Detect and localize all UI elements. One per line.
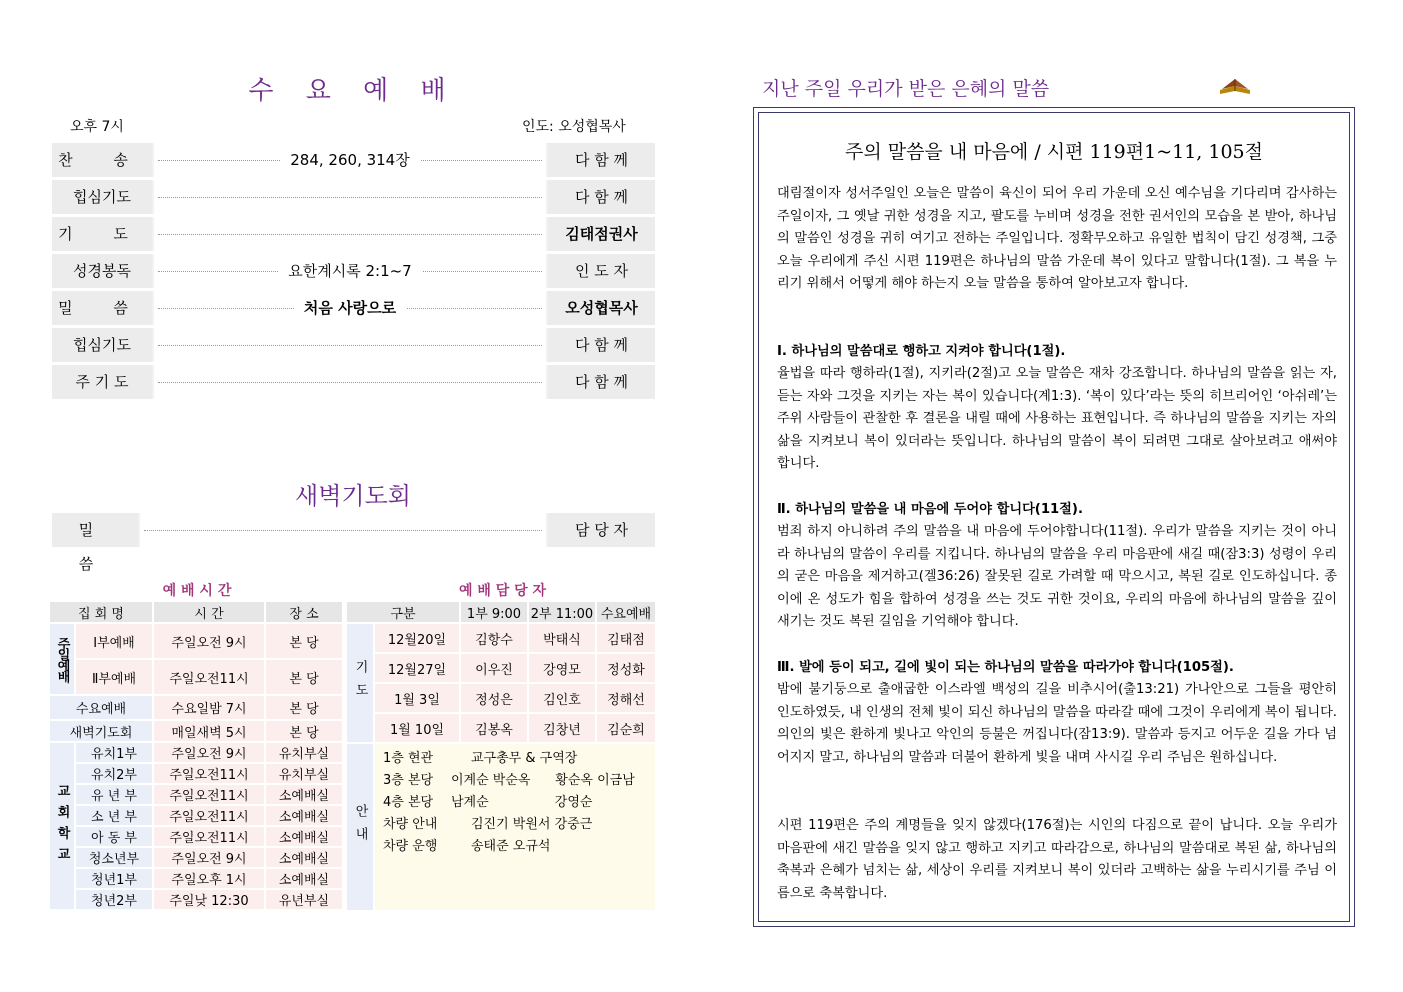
sermon-title: 주의 말씀을 내 마음에 / 시편 119편1~11, 105절 xyxy=(844,141,1264,163)
schedule-name: 청소년부 xyxy=(76,848,152,867)
section-3-body: 밤에 불기둥으로 출애굽한 이스라엘 백성의 길을 비추시어(출13:21) 가나안으로 그들을 평안히 인도하였듯, 내 인생의 전체 빛이 되신 하나님의 말씀을 따라갈 때에 그것이 우리에게 복이 됩니다. 의인의 빛은 환하게 빛나고 악인의 등불은 꺼집니다(잠13:9). 말씀과 등지고 어두운 길을 가다 넘어지지 말고, 하나님의 말씀과 더불어 환하게 빛을 내며 사시길 우리 주님은 원하십니다. xyxy=(777,682,1337,765)
duty-header-first: 1부 9:00 xyxy=(461,602,527,622)
schedule-title: 예 배 시 간 xyxy=(162,583,232,599)
order-label: 찬 송 xyxy=(52,143,152,177)
order-row-prayer-together-2 xyxy=(52,328,655,362)
duty-first: 김봉옥 xyxy=(461,714,527,742)
guide-names: 김진기 박원서 강중근 xyxy=(471,817,593,832)
duty-wed: 김태점 xyxy=(597,624,655,652)
duty-header-wed: 수요예배 xyxy=(597,602,655,622)
duty-first: 김항수 xyxy=(461,624,527,652)
order-row-sermon xyxy=(52,291,655,325)
service-leader: 인도: 오성협목사 xyxy=(522,119,626,135)
schedule-name: 유 년 부 xyxy=(76,785,152,804)
dawn-label: 밀 씀 xyxy=(52,513,138,547)
schedule-place: 본 당 xyxy=(266,721,342,741)
sermon-intro: 대림절이자 성서주일인 오늘은 말씀이 육신이 되어 우리 가운데 오신 예수님을 기다리며 감사하는 주일이자, 그 옛날 귀한 성경을 지고, 팔도를 누비며 성경을 전한 권서인의 모습을 본 받아, 하나님의 말씀인 성경을 귀히 여기고 전하는 주일입니다. 정확무오하고 유일한 법칙이 담긴 성경책, 그중 오늘 우리에게 주신 시편 119편은 하나님의 말씀 가운데 복이 있다고 말합니다(1절). 그 복을 누리기 위해서 어떻게 해야 하는지 오늘 말씀을 통하여 알아보고자 합니다. xyxy=(777,186,1337,292)
order-right: 오성협목사 xyxy=(548,291,655,325)
schedule-time: 주일오전 9시 xyxy=(154,848,264,867)
order-middle xyxy=(154,254,546,288)
schedule-time: 매일새벽 5시 xyxy=(154,721,264,741)
schedule-place: 유년부실 xyxy=(266,890,342,909)
duty-second: 김창년 xyxy=(529,714,595,742)
order-row-lords-prayer xyxy=(52,365,655,399)
guide-row xyxy=(383,792,655,814)
guide-names: 교구총무 & 구역장 xyxy=(471,751,578,766)
schedule-header-place: 장 소 xyxy=(266,602,342,622)
schedule-time: 주일오전11시 xyxy=(154,806,264,825)
schedule-place: 소예배실 xyxy=(266,869,342,888)
schedule-time: 주일낮 12:30 xyxy=(154,890,264,909)
school-group-label: 교회학교 xyxy=(50,743,74,909)
duty-table xyxy=(345,600,657,912)
duty-wed: 정해선 xyxy=(597,684,655,712)
guide-label: 차량 안내 xyxy=(383,817,438,832)
guide-row xyxy=(383,814,655,836)
order-label: 성경봉독 xyxy=(52,254,152,288)
schedule-place: 유치부실 xyxy=(266,764,342,783)
order-label: 힙심기도 xyxy=(52,328,152,362)
order-right: 다 함 께 xyxy=(548,143,655,177)
schedule-place: 소예배실 xyxy=(266,806,342,825)
order-right: 다 함 께 xyxy=(548,180,655,214)
section-1-body: 율법을 따라 행하라(1절), 지키라(2절)고 오늘 말씀은 재차 강조합니다. 하나님의 말씀을 읽는 자, 듣는 자와 그것을 지키는 자는 복이 있습니다(계1:3). ‘복이 있다’라는 뜻의 히브리어인 ‘아쉬레’는 주위 사람들이 관찰한 후 결론을 내릴 때에 사용하는 표현입니다. 즉 하나님의 말씀을 지키는 자의 삶을 지켜보니 복이 있더라는 뜻입니다. 하나님의 말씀이 복이 되려면 그대로 살아보려고 애써야 합니다. xyxy=(777,366,1337,472)
order-row-scripture xyxy=(52,254,655,288)
schedule-name: 청년2부 xyxy=(76,890,152,909)
order-row-prayer xyxy=(52,217,655,251)
schedule-time: 주일오전11시 xyxy=(154,764,264,783)
schedule-place: 본 당 xyxy=(266,624,342,658)
order-middle xyxy=(154,365,546,399)
guide-names: 이계순 박순옥 황순옥 이금남 xyxy=(451,773,635,788)
duty-wed: 정성화 xyxy=(597,654,655,682)
order-right: 김태점권사 xyxy=(548,217,655,251)
order-label: 주 기 도 xyxy=(52,365,152,399)
schedule-time: 주일오후 1시 xyxy=(154,869,264,888)
schedule-name: 수요예배 xyxy=(50,696,152,719)
schedule-place: 소예배실 xyxy=(266,848,342,867)
guide-label: 4층 본당 xyxy=(383,795,434,810)
duty-second: 김인호 xyxy=(529,684,595,712)
guide-cell xyxy=(375,744,655,910)
guide-label: 차량 운행 xyxy=(383,839,438,854)
duty-header-category: 구분 xyxy=(347,602,459,622)
duty-second: 강영모 xyxy=(529,654,595,682)
dawn-prayer-row xyxy=(52,513,655,573)
schedule-time: 주일오전11시 xyxy=(154,660,264,694)
order-row-prayer-together xyxy=(52,180,655,214)
guide-label: 1층 현관 xyxy=(383,751,434,766)
wednesday-service-title: 수 요 예 배 xyxy=(248,76,458,106)
duty-title: 예 배 담 당 자 xyxy=(458,583,547,599)
duty-date: 1월 3일 xyxy=(375,684,459,712)
schedule-name: Ⅰ부예배 xyxy=(76,624,152,658)
sermon-box xyxy=(753,107,1355,927)
dawn-middle xyxy=(140,513,546,547)
dawn-right: 담 당 자 xyxy=(548,513,655,547)
duty-second: 박태식 xyxy=(529,624,595,652)
section-2-heading: Ⅱ. 하나님의 말씀을 내 마음에 두어야 합니다(11절). xyxy=(777,502,1083,517)
schedule-place: 소예배실 xyxy=(266,785,342,804)
order-label: 기 도 xyxy=(52,217,152,251)
order-right: 다 함 께 xyxy=(548,365,655,399)
guide-names: 송태준 오규석 xyxy=(471,839,551,854)
duty-header-second: 2부 11:00 xyxy=(529,602,595,622)
section-3-heading: Ⅲ. 발에 등이 되고, 길에 빛이 되는 하나님의 말씀을 따라가야 합니다(105절). xyxy=(777,660,1234,675)
service-time: 오후 7시 xyxy=(70,119,124,135)
dawn-prayer-title: 새벽기도회 xyxy=(295,482,411,510)
schedule-time: 주일오전11시 xyxy=(154,785,264,804)
order-middle xyxy=(154,143,546,177)
order-label: 밀 씀 xyxy=(52,291,152,325)
section-1-heading: Ⅰ. 하나님의 말씀대로 행하고 지켜야 합니다(1절). xyxy=(777,344,1066,359)
section-2-body: 범죄 하지 아니하려 주의 말씀을 내 마음에 두어야합니다(11절). 우리가 말씀을 지키는 것이 아니라 하나님의 말씀이 우리를 지킵니다. 하나님의 말씀을 우리 마음판에 새길 때(잠3:3) 성령이 우리의 굳은 마음을 제거하고(겔36:26) 잘못된 길로 가려할 때 막으시고, 복된 길로 인도하십니다. 종이에 온 성도가 힘을 합하여 성경을 쓰는 것도 귀한 것이요, 우리의 마음에 하나님의 말씀을 깊이 새기는 것도 복된 길임을 기억해야 합니다. xyxy=(777,524,1337,630)
sunday-group-label: 주일예배 xyxy=(50,624,74,694)
schedule-place: 본 당 xyxy=(266,660,342,694)
order-right: 인 도 자 xyxy=(548,254,655,288)
order-middle xyxy=(154,291,546,325)
order-right: 다 함 께 xyxy=(548,328,655,362)
order-content: 284, 260, 314장 xyxy=(280,151,419,169)
schedule-time: 주일오전 9시 xyxy=(154,743,264,762)
schedule-name: 소 년 부 xyxy=(76,806,152,825)
order-label: 힙심기도 xyxy=(52,180,152,214)
schedule-name: 유치1부 xyxy=(76,743,152,762)
sermon-closing: 시편 119편은 주의 계명들을 잊지 않겠다(176절)는 시인의 다짐으로 끝이 납니다. 오늘 우리가 마음판에 새긴 말씀을 잊지 않고 행하고 지키고 따라감으로, 하나님의 말씀대로 복된 삶, 하나님의 축복과 은혜가 넘치는 삶, 세상이 우리를 지켜보니 복이 있더라 고백하는 삶을 누리시기를 주님 이름으로 축복합니다. xyxy=(777,818,1337,901)
schedule-time: 주일오전 9시 xyxy=(154,624,264,658)
schedule-header-time: 시 간 xyxy=(154,602,264,622)
order-middle xyxy=(154,180,546,214)
guide-row xyxy=(383,836,655,858)
schedule-name: 청년1부 xyxy=(76,869,152,888)
prayer-group-label: 기도 xyxy=(347,624,373,742)
duty-date: 12월27일 xyxy=(375,654,459,682)
duty-first: 정성은 xyxy=(461,684,527,712)
schedule-place: 소예배실 xyxy=(266,827,342,846)
guide-group-label: 안내 xyxy=(347,744,373,910)
schedule-header-name: 집 회 명 xyxy=(50,602,152,622)
order-middle xyxy=(154,328,546,362)
order-middle xyxy=(154,217,546,251)
schedule-name: 새벽기도회 xyxy=(50,721,152,741)
schedule-time: 주일오전11시 xyxy=(154,827,264,846)
duty-wed: 김순희 xyxy=(597,714,655,742)
guide-names: 남계순 강영순 xyxy=(451,795,593,810)
duty-date: 12월20일 xyxy=(375,624,459,652)
guide-label: 3층 본당 xyxy=(383,773,434,788)
order-content: 요한계시록 2:1~7 xyxy=(278,262,421,280)
schedule-name: 유치2부 xyxy=(76,764,152,783)
duty-first: 이우진 xyxy=(461,654,527,682)
schedule-place: 본 당 xyxy=(266,696,342,719)
book-icon xyxy=(1218,76,1252,100)
schedule-name: 아 동 부 xyxy=(76,827,152,846)
duty-date: 1월 10일 xyxy=(375,714,459,742)
schedule-time: 수요일밤 7시 xyxy=(154,696,264,719)
schedule-place: 유치부실 xyxy=(266,743,342,762)
order-content: 처음 사랑으로 xyxy=(294,299,406,317)
schedule-name: Ⅱ부예배 xyxy=(76,660,152,694)
right-page-header: 지난 주일 우리가 받은 은혜의 말씀 xyxy=(762,78,1050,100)
guide-row xyxy=(383,770,655,792)
guide-row xyxy=(383,748,655,770)
schedule-table xyxy=(48,600,344,911)
order-row-hymn xyxy=(52,143,655,177)
